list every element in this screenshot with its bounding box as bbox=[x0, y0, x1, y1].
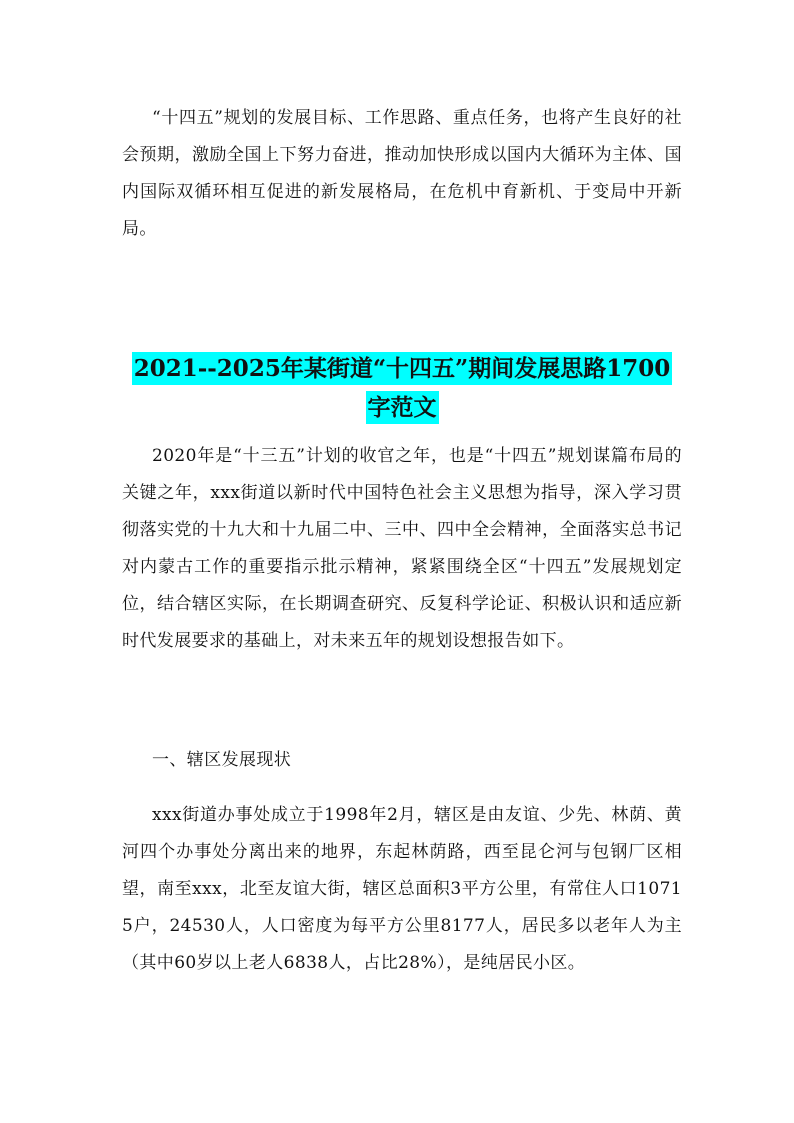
section-heading-1: 一、辖区发展现状 bbox=[152, 750, 292, 770]
paragraph-2020: 2020年是“十三五”计划的收官之年，也是“十四五”规划谋篇布局的关键之年，xxx街道以新时代中国特色社会主义思想为指导，深入学习贯彻落实党的十九大和十九届二中、三中、四中全会精神，全面落实总书记对内蒙古工作的重要指示批示精神，紧紧围绕全区“十四五”发展规划定位，结合辖区实际，在长期调查研究、反复科学论证、积极认识和适应新时代发展要求的基础上，对未来五年的规划设想报告如下。 bbox=[122, 446, 682, 651]
document-title-line-2: 字范文 bbox=[366, 391, 439, 424]
document-title bbox=[122, 352, 682, 424]
intro-paragraph: “十四五”规划的发展目标、工作思路、重点任务，也将产生良好的社会预期，激励全国上下努力奋进，推动加快形成以国内大循环为主体、国内国际双循环相互促进的新发展格局，在危机中育新机、于变局中开新局。 bbox=[122, 108, 682, 239]
document-title-line-1: 2021--2025年某街道“十四五”期间发展思路1700 bbox=[132, 352, 673, 385]
paragraph-jiedao-status: xxx街道办事处成立于1998年2月，辖区是由友谊、少先、林荫、黄河四个办事处分离出来的地界，东起林荫路，西至昆仑河与包钢厂区相望，南至xxx，北至友谊大街，辖区总面积3平方公里，有常住人口10715户，24530人，人口密度为每平方公里8177人，居民多以老年人为主（其中60岁以上老人6838人，占比28%），是纯居民小区。 bbox=[122, 805, 682, 973]
